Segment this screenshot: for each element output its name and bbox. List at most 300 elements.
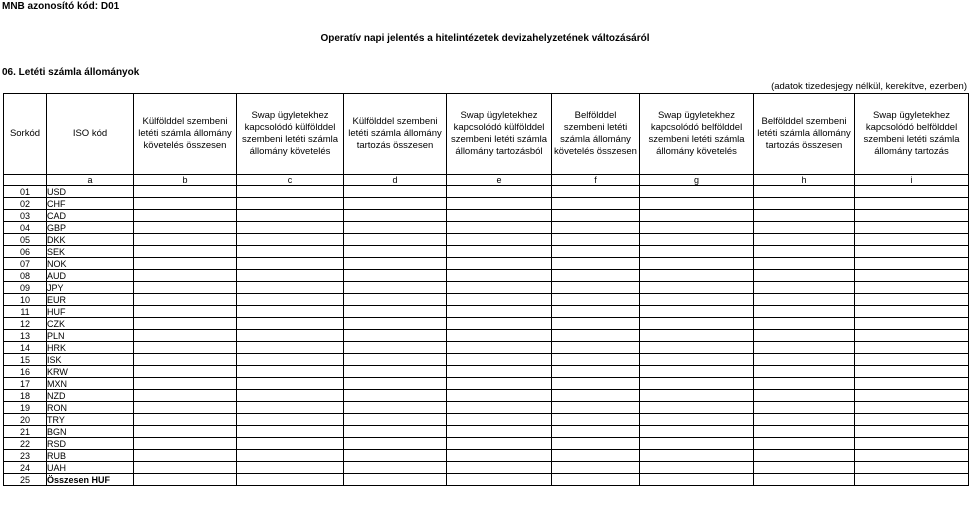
table-row: [4, 306, 969, 318]
value-cell[interactable]: [237, 354, 344, 366]
column-header: ISO kód: [47, 94, 134, 175]
value-cell[interactable]: [134, 246, 237, 258]
iso-code: HRK: [47, 342, 134, 354]
value-cell[interactable]: [855, 294, 969, 306]
value-cell[interactable]: [134, 390, 237, 402]
iso-code: CHF: [47, 198, 134, 210]
value-cell[interactable]: [344, 426, 447, 438]
value-cell[interactable]: [344, 378, 447, 390]
value-cell[interactable]: [855, 414, 969, 426]
value-cell[interactable]: [237, 342, 344, 354]
value-cell[interactable]: [640, 234, 754, 246]
value-cell[interactable]: [855, 306, 969, 318]
value-cell[interactable]: [640, 438, 754, 450]
value-cell[interactable]: [640, 282, 754, 294]
value-cell[interactable]: [447, 342, 552, 354]
value-cell[interactable]: [552, 282, 640, 294]
column-header: Swap ügyletekhez kapcsolódó belfölddel szembeni letéti számla állomány követelés: [640, 94, 754, 175]
table-row: [4, 462, 969, 474]
row-code: 10: [4, 294, 47, 306]
value-cell[interactable]: [134, 366, 237, 378]
table-row: [4, 366, 969, 378]
value-cell[interactable]: [134, 198, 237, 210]
row-code: 14: [4, 342, 47, 354]
row-code: 02: [4, 198, 47, 210]
row-code: 06: [4, 246, 47, 258]
value-cell[interactable]: [754, 234, 855, 246]
column-letter: a: [47, 175, 134, 186]
value-cell[interactable]: [134, 222, 237, 234]
value-cell[interactable]: [134, 234, 237, 246]
row-code: 23: [4, 450, 47, 462]
value-cell[interactable]: [754, 474, 855, 486]
value-cell[interactable]: [552, 354, 640, 366]
value-cell[interactable]: [855, 234, 969, 246]
value-cell[interactable]: [754, 450, 855, 462]
value-cell[interactable]: [552, 318, 640, 330]
row-code: 17: [4, 378, 47, 390]
value-cell[interactable]: [344, 270, 447, 282]
value-cell[interactable]: [640, 474, 754, 486]
value-cell[interactable]: [754, 342, 855, 354]
column-letter: i: [855, 175, 969, 186]
table-row: [4, 474, 969, 486]
value-cell[interactable]: [640, 366, 754, 378]
table-row: [4, 270, 969, 282]
value-cell[interactable]: [552, 414, 640, 426]
value-cell[interactable]: [447, 258, 552, 270]
row-code: 04: [4, 222, 47, 234]
table-row: [4, 318, 969, 330]
table-row: [4, 402, 969, 414]
value-cell[interactable]: [640, 330, 754, 342]
value-cell[interactable]: [447, 378, 552, 390]
value-cell[interactable]: [754, 414, 855, 426]
value-cell[interactable]: [552, 234, 640, 246]
value-cell[interactable]: [855, 426, 969, 438]
value-cell[interactable]: [134, 210, 237, 222]
value-cell[interactable]: [447, 246, 552, 258]
value-cell[interactable]: [237, 474, 344, 486]
value-cell[interactable]: [855, 402, 969, 414]
value-cell[interactable]: [344, 450, 447, 462]
value-cell[interactable]: [134, 294, 237, 306]
value-cell[interactable]: [237, 390, 344, 402]
value-cell[interactable]: [754, 270, 855, 282]
value-cell[interactable]: [754, 438, 855, 450]
value-cell[interactable]: [237, 306, 344, 318]
iso-code: NZD: [47, 390, 134, 402]
table-row: [4, 438, 969, 450]
table-row: [4, 198, 969, 210]
iso-code: AUD: [47, 270, 134, 282]
value-cell[interactable]: [754, 390, 855, 402]
table-row: [4, 354, 969, 366]
value-cell[interactable]: [754, 318, 855, 330]
row-code: 16: [4, 366, 47, 378]
row-code: 01: [4, 186, 47, 198]
column-header: Belfölddel szembeni letéti számla állomány követelés összesen: [552, 94, 640, 175]
column-letter-row: [4, 175, 969, 186]
value-cell[interactable]: [754, 366, 855, 378]
value-cell[interactable]: [640, 318, 754, 330]
value-cell[interactable]: [855, 210, 969, 222]
row-code: 15: [4, 354, 47, 366]
value-cell[interactable]: [640, 354, 754, 366]
value-cell[interactable]: [134, 330, 237, 342]
value-cell[interactable]: [237, 450, 344, 462]
value-cell[interactable]: [447, 402, 552, 414]
value-cell[interactable]: [754, 402, 855, 414]
column-letter: d: [344, 175, 447, 186]
value-cell[interactable]: [447, 318, 552, 330]
value-cell[interactable]: [237, 270, 344, 282]
value-cell[interactable]: [447, 462, 552, 474]
value-cell[interactable]: [754, 306, 855, 318]
value-cell[interactable]: [447, 450, 552, 462]
value-cell[interactable]: [855, 390, 969, 402]
value-cell[interactable]: [855, 222, 969, 234]
unit-note: (adatok tizedesjegy nélkül, kerekítve, ezerben): [771, 81, 967, 92]
row-code: 08: [4, 270, 47, 282]
value-cell[interactable]: [447, 222, 552, 234]
value-cell[interactable]: [134, 426, 237, 438]
value-cell[interactable]: [754, 294, 855, 306]
value-cell[interactable]: [552, 198, 640, 210]
value-cell[interactable]: [447, 438, 552, 450]
value-cell[interactable]: [640, 414, 754, 426]
value-cell[interactable]: [552, 294, 640, 306]
table-row: [4, 390, 969, 402]
value-cell[interactable]: [344, 354, 447, 366]
value-cell[interactable]: [640, 210, 754, 222]
table-row: [4, 210, 969, 222]
section-title: 06. Letéti számla állományok: [2, 67, 140, 78]
value-cell[interactable]: [855, 330, 969, 342]
iso-code: BGN: [47, 426, 134, 438]
value-cell[interactable]: [855, 246, 969, 258]
iso-code: UAH: [47, 462, 134, 474]
row-code: 22: [4, 438, 47, 450]
iso-code: RON: [47, 402, 134, 414]
value-cell[interactable]: [237, 318, 344, 330]
iso-code: RUB: [47, 450, 134, 462]
table-row: [4, 186, 969, 198]
value-cell[interactable]: [447, 414, 552, 426]
value-cell[interactable]: [754, 462, 855, 474]
table-row: [4, 342, 969, 354]
value-cell[interactable]: [754, 198, 855, 210]
value-cell[interactable]: [344, 258, 447, 270]
column-letter: e: [447, 175, 552, 186]
column-header: Swap ügyletekhez kapcsolódó külfölddel szembeni letéti számla állomány követelés: [237, 94, 344, 175]
value-cell[interactable]: [134, 282, 237, 294]
value-cell[interactable]: [344, 438, 447, 450]
value-cell[interactable]: [134, 438, 237, 450]
value-cell[interactable]: [344, 282, 447, 294]
value-cell[interactable]: [134, 186, 237, 198]
value-cell[interactable]: [134, 354, 237, 366]
row-code: 24: [4, 462, 47, 474]
value-cell[interactable]: [447, 354, 552, 366]
value-cell[interactable]: [552, 246, 640, 258]
row-code: 21: [4, 426, 47, 438]
value-cell[interactable]: [640, 426, 754, 438]
row-code: 09: [4, 282, 47, 294]
value-cell[interactable]: [855, 462, 969, 474]
value-cell[interactable]: [552, 402, 640, 414]
value-cell[interactable]: [134, 270, 237, 282]
value-cell[interactable]: [855, 282, 969, 294]
iso-code: CAD: [47, 210, 134, 222]
value-cell[interactable]: [344, 186, 447, 198]
value-cell[interactable]: [237, 186, 344, 198]
value-cell[interactable]: [237, 438, 344, 450]
iso-code: Összesen HUF: [47, 474, 134, 486]
iso-code: MXN: [47, 378, 134, 390]
table-row: [4, 294, 969, 306]
value-cell[interactable]: [134, 342, 237, 354]
value-cell[interactable]: [447, 390, 552, 402]
value-cell[interactable]: [447, 282, 552, 294]
value-cell[interactable]: [344, 210, 447, 222]
value-cell[interactable]: [754, 282, 855, 294]
value-cell[interactable]: [237, 282, 344, 294]
value-cell[interactable]: [640, 378, 754, 390]
table-row: [4, 330, 969, 342]
value-cell[interactable]: [447, 306, 552, 318]
value-cell[interactable]: [855, 378, 969, 390]
value-cell[interactable]: [855, 438, 969, 450]
iso-code: CZK: [47, 318, 134, 330]
value-cell[interactable]: [552, 378, 640, 390]
value-cell[interactable]: [855, 474, 969, 486]
value-cell[interactable]: [640, 390, 754, 402]
iso-code: PLN: [47, 330, 134, 342]
value-cell[interactable]: [237, 258, 344, 270]
value-cell[interactable]: [447, 474, 552, 486]
value-cell[interactable]: [640, 198, 754, 210]
value-cell[interactable]: [552, 210, 640, 222]
value-cell[interactable]: [344, 342, 447, 354]
iso-code: KRW: [47, 366, 134, 378]
value-cell[interactable]: [447, 294, 552, 306]
value-cell[interactable]: [237, 234, 344, 246]
value-cell[interactable]: [855, 354, 969, 366]
iso-code: ISK: [47, 354, 134, 366]
iso-code: SEK: [47, 246, 134, 258]
value-cell[interactable]: [447, 186, 552, 198]
value-cell[interactable]: [447, 210, 552, 222]
column-header: Swap ügyletekhez kapcsolódó külfölddel szembeni letéti számla állomány tartozásból: [447, 94, 552, 175]
value-cell[interactable]: [640, 186, 754, 198]
deposit-table: [3, 93, 969, 486]
value-cell[interactable]: [237, 222, 344, 234]
iso-code: RSD: [47, 438, 134, 450]
value-cell[interactable]: [855, 258, 969, 270]
value-cell[interactable]: [237, 462, 344, 474]
iso-code: EUR: [47, 294, 134, 306]
value-cell[interactable]: [237, 246, 344, 258]
row-code: 19: [4, 402, 47, 414]
row-code: 18: [4, 390, 47, 402]
iso-code: JPY: [47, 282, 134, 294]
table-row: [4, 234, 969, 246]
value-cell[interactable]: [640, 270, 754, 282]
value-cell[interactable]: [754, 426, 855, 438]
row-code: 07: [4, 258, 47, 270]
value-cell[interactable]: [134, 402, 237, 414]
mnb-id-label: MNB azonosító kód: D01: [2, 1, 120, 12]
value-cell[interactable]: [640, 222, 754, 234]
column-header: Belfölddel szembeni letéti számla állomány tartozás összesen: [754, 94, 855, 175]
row-code: 12: [4, 318, 47, 330]
table-row: [4, 246, 969, 258]
value-cell[interactable]: [344, 234, 447, 246]
iso-code: HUF: [47, 306, 134, 318]
value-cell[interactable]: [134, 450, 237, 462]
iso-code: TRY: [47, 414, 134, 426]
value-cell[interactable]: [855, 366, 969, 378]
value-cell[interactable]: [552, 426, 640, 438]
row-code: 05: [4, 234, 47, 246]
value-cell[interactable]: [640, 294, 754, 306]
row-code: 03: [4, 210, 47, 222]
value-cell[interactable]: [855, 318, 969, 330]
table-row: [4, 222, 969, 234]
value-cell[interactable]: [552, 330, 640, 342]
value-cell[interactable]: [552, 222, 640, 234]
table-row: [4, 450, 969, 462]
value-cell[interactable]: [447, 366, 552, 378]
value-cell[interactable]: [237, 294, 344, 306]
value-cell[interactable]: [552, 258, 640, 270]
value-cell[interactable]: [640, 306, 754, 318]
value-cell[interactable]: [754, 222, 855, 234]
table-header-row: [4, 94, 969, 175]
value-cell[interactable]: [344, 294, 447, 306]
value-cell[interactable]: [552, 390, 640, 402]
value-cell[interactable]: [237, 210, 344, 222]
value-cell[interactable]: [237, 378, 344, 390]
value-cell[interactable]: [552, 474, 640, 486]
value-cell[interactable]: [134, 378, 237, 390]
value-cell[interactable]: [447, 270, 552, 282]
value-cell[interactable]: [754, 210, 855, 222]
value-cell[interactable]: [552, 342, 640, 354]
value-cell[interactable]: [344, 198, 447, 210]
table-row: [4, 414, 969, 426]
iso-code: GBP: [47, 222, 134, 234]
value-cell[interactable]: [344, 414, 447, 426]
value-cell[interactable]: [344, 318, 447, 330]
value-cell[interactable]: [237, 414, 344, 426]
value-cell[interactable]: [552, 438, 640, 450]
value-cell[interactable]: [754, 258, 855, 270]
value-cell[interactable]: [344, 462, 447, 474]
column-letter: g: [640, 175, 754, 186]
value-cell[interactable]: [237, 330, 344, 342]
report-title: Operatív napi jelentés a hitelintézetek devizahelyzetének változásáról: [320, 33, 650, 44]
value-cell[interactable]: [134, 306, 237, 318]
value-cell[interactable]: [237, 402, 344, 414]
value-cell[interactable]: [344, 474, 447, 486]
value-cell[interactable]: [344, 246, 447, 258]
value-cell[interactable]: [552, 186, 640, 198]
value-cell[interactable]: [344, 222, 447, 234]
value-cell[interactable]: [237, 426, 344, 438]
value-cell[interactable]: [447, 234, 552, 246]
column-letter: h: [754, 175, 855, 186]
value-cell[interactable]: [134, 258, 237, 270]
table-row: [4, 258, 969, 270]
column-letter: f: [552, 175, 640, 186]
value-cell[interactable]: [640, 246, 754, 258]
value-cell[interactable]: [855, 198, 969, 210]
column-header: Swap ügyletekhez kapcsolódó belfölddel szembeni letéti számla állomány tartozás: [855, 94, 969, 175]
value-cell[interactable]: [640, 450, 754, 462]
value-cell[interactable]: [552, 450, 640, 462]
iso-code: NOK: [47, 258, 134, 270]
value-cell[interactable]: [855, 270, 969, 282]
value-cell[interactable]: [754, 378, 855, 390]
table-row: [4, 378, 969, 390]
value-cell[interactable]: [344, 330, 447, 342]
value-cell[interactable]: [237, 366, 344, 378]
value-cell[interactable]: [640, 342, 754, 354]
table-row: [4, 282, 969, 294]
value-cell[interactable]: [344, 366, 447, 378]
value-cell[interactable]: [134, 474, 237, 486]
column-header: Külfölddel szembeni letéti számla állomány tartozás összesen: [344, 94, 447, 175]
column-letter: b: [134, 175, 237, 186]
column-letter: c: [237, 175, 344, 186]
value-cell[interactable]: [754, 246, 855, 258]
value-cell[interactable]: [754, 330, 855, 342]
value-cell[interactable]: [134, 318, 237, 330]
value-cell[interactable]: [552, 270, 640, 282]
value-cell[interactable]: [552, 462, 640, 474]
value-cell[interactable]: [344, 402, 447, 414]
value-cell[interactable]: [754, 186, 855, 198]
column-header: Sorkód: [4, 94, 47, 175]
value-cell[interactable]: [855, 450, 969, 462]
value-cell[interactable]: [447, 330, 552, 342]
value-cell[interactable]: [447, 426, 552, 438]
value-cell[interactable]: [134, 462, 237, 474]
value-cell[interactable]: [855, 342, 969, 354]
column-letter: [4, 175, 47, 186]
table-row: [4, 426, 969, 438]
iso-code: USD: [47, 186, 134, 198]
row-code: 11: [4, 306, 47, 318]
value-cell[interactable]: [344, 306, 447, 318]
value-cell[interactable]: [754, 354, 855, 366]
value-cell[interactable]: [640, 462, 754, 474]
row-code: 13: [4, 330, 47, 342]
value-cell[interactable]: [134, 414, 237, 426]
value-cell[interactable]: [237, 198, 344, 210]
column-header: Külfölddel szembeni letéti számla állomány követelés összesen: [134, 94, 237, 175]
value-cell[interactable]: [447, 198, 552, 210]
iso-code: DKK: [47, 234, 134, 246]
value-cell[interactable]: [552, 366, 640, 378]
value-cell[interactable]: [640, 258, 754, 270]
value-cell[interactable]: [552, 306, 640, 318]
value-cell[interactable]: [344, 390, 447, 402]
value-cell[interactable]: [640, 402, 754, 414]
value-cell[interactable]: [855, 186, 969, 198]
